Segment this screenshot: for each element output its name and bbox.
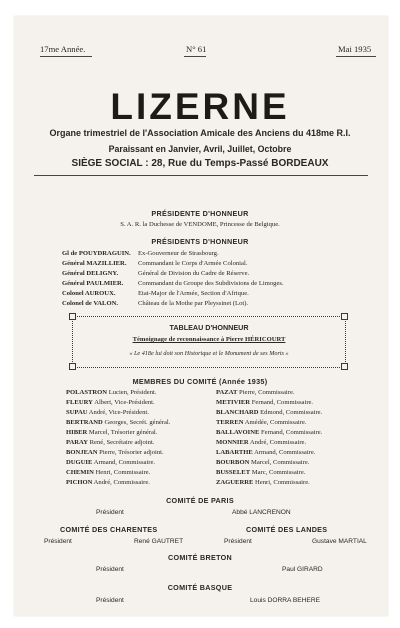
comite-member bbox=[216, 429, 322, 436]
member-role: Armand, Commissaire. bbox=[254, 449, 316, 456]
comite-landes-president-name: Gustave MARTIAL bbox=[312, 538, 367, 545]
underline-numero bbox=[184, 56, 206, 57]
comite-paris-heading: COMITÉ DE PARIS bbox=[166, 496, 234, 505]
siege-social bbox=[0, 158, 400, 169]
member-name: MONNIER bbox=[216, 439, 249, 446]
comite-member bbox=[216, 399, 313, 406]
tableau-quote: « Le 418e lui doit son Historique et le Monument de ses Morts » bbox=[129, 350, 289, 357]
member-name: BLANCHARD bbox=[216, 409, 259, 416]
member-role: Marcel, Commissaire. bbox=[251, 459, 310, 466]
member-role: Henri, Commissaire. bbox=[95, 469, 151, 476]
tableau-line: Témoignage de reconnaissance à Pierre HÉRICOURT bbox=[132, 336, 286, 343]
comite-member bbox=[66, 419, 170, 426]
header-divider bbox=[34, 175, 368, 176]
member-role: Amédée, Commissaire. bbox=[244, 419, 307, 426]
member-role: Fernand, Commissaire. bbox=[251, 399, 314, 406]
member-name: DUGUIE bbox=[66, 459, 93, 466]
underline-date bbox=[336, 56, 376, 57]
tableau-title: TABLEAU D'HONNEUR bbox=[169, 323, 249, 332]
comite-member bbox=[66, 449, 164, 456]
frame-corner bbox=[69, 363, 76, 370]
comite-member bbox=[66, 439, 154, 446]
member-role: Marcel, Trésorier général. bbox=[88, 429, 158, 436]
president-name: Général PAULMIER. bbox=[62, 280, 124, 287]
comite-member bbox=[66, 469, 150, 476]
underline-annee bbox=[40, 56, 92, 57]
comite-member bbox=[216, 409, 322, 416]
comite-member bbox=[66, 459, 155, 466]
member-name: POLASTRON bbox=[66, 389, 108, 396]
comite-basque-heading: COMITÉ BASQUE bbox=[167, 583, 233, 592]
member-name: BUSSELET bbox=[216, 469, 251, 476]
member-role: Pierre, Commissaire. bbox=[239, 389, 295, 396]
member-name: METIVIER bbox=[216, 399, 251, 406]
president-name: Gl de POUYDRAGUIN. bbox=[62, 250, 131, 257]
comite-basque-president-label: Président bbox=[96, 597, 124, 604]
member-role: Lucien, Président. bbox=[108, 389, 157, 396]
president-role: Commandant du Groupe des Subdivisions de Limoges. bbox=[138, 280, 284, 287]
tableau-honneur-frame bbox=[72, 316, 346, 368]
member-role: Henri, Commissaire. bbox=[255, 479, 310, 486]
comite-member bbox=[216, 479, 310, 486]
comite-breton-heading: COMITÉ BRETON bbox=[167, 553, 233, 562]
member-name: BERTRAND bbox=[66, 419, 103, 426]
comite-member bbox=[66, 389, 157, 396]
member-role: René, Secrétaire adjoint. bbox=[89, 439, 155, 446]
comite-paris-president-label: Président bbox=[96, 509, 124, 516]
parution-line: Paraissant en Janvier, Avril, Juillet, Octobre bbox=[108, 144, 292, 154]
president-name: Général DELIGNY. bbox=[62, 270, 119, 277]
comite-member bbox=[216, 419, 307, 426]
member-role: André, Vice-Président. bbox=[88, 409, 149, 416]
frame-corner bbox=[341, 363, 348, 370]
president-role: Château de la Mothe par Pleyssinet (Lot). bbox=[138, 300, 249, 307]
member-role: André, Commissaire. bbox=[249, 439, 307, 446]
comite-member bbox=[216, 459, 309, 466]
member-role: Albert, Vice-Président. bbox=[94, 399, 155, 406]
member-name: TERREN bbox=[216, 419, 244, 426]
member-role: André, Commissaire. bbox=[93, 479, 150, 486]
presidente-heading: PRÉSIDENTE D'HONNEUR bbox=[151, 209, 249, 218]
member-role: Edmond, Commissaire. bbox=[260, 409, 323, 416]
masthead-title: LIZERNE bbox=[110, 86, 290, 127]
comite-member bbox=[216, 469, 305, 476]
frame-corner bbox=[341, 313, 348, 320]
member-name: BOURBON bbox=[216, 459, 250, 466]
comite-member bbox=[216, 449, 315, 456]
comite-breton-president-name: Paul GIRARD bbox=[282, 566, 323, 573]
comite-landes-president-label: Président bbox=[224, 538, 252, 545]
siege-label: SIÈGE SOCIAL : bbox=[71, 158, 149, 169]
comite-basque-president-name: Louis DORRA BEHERE bbox=[250, 597, 320, 604]
comite-member bbox=[216, 389, 295, 396]
issue-date: Mai 1935 bbox=[338, 44, 372, 54]
member-role: Georges, Secrét. général. bbox=[104, 419, 171, 426]
presidente-text: S. A. R. la Duchesse de VENDOME, Princesse de Belgique. bbox=[120, 221, 280, 228]
member-name: BONJEAN bbox=[66, 449, 98, 456]
subtitle: Organe trimestriel de l'Association Amicale des Anciens du 418me R.I. bbox=[49, 128, 351, 138]
frame-corner bbox=[69, 313, 76, 320]
comite-charentes-president-label: Président bbox=[44, 538, 72, 545]
issue-number: N° 61 bbox=[186, 44, 207, 54]
president-name: Colonel AUROUX. bbox=[62, 290, 116, 297]
member-name: CHEMIN bbox=[66, 469, 94, 476]
annee-label: 17me Année. bbox=[40, 44, 86, 54]
comite-member bbox=[66, 479, 150, 486]
member-role: Pierre, Trésorier adjoint. bbox=[99, 449, 164, 456]
presidents-heading: PRÉSIDENTS D'HONNEUR bbox=[151, 237, 249, 246]
member-role: Marc, Commissaire. bbox=[251, 469, 306, 476]
member-name: BALLAVOINE bbox=[216, 429, 260, 436]
comite-member bbox=[66, 409, 149, 416]
member-name: ZAGUERRE bbox=[216, 479, 254, 486]
president-role: Ex-Gouverneur de Strasbourg. bbox=[138, 250, 219, 257]
siege-address: 28, Rue du Temps-Passé BORDEAUX bbox=[151, 158, 329, 169]
member-name: PICHON bbox=[66, 479, 93, 486]
comite-paris-president-name: Abbé LANCRENON bbox=[232, 509, 291, 516]
president-role: Etat-Major de l'Armée, Section d'Afrique. bbox=[138, 290, 249, 297]
member-name: PAZAT bbox=[216, 389, 238, 396]
comite-heading: MEMBRES DU COMITÉ (Année 1935) bbox=[132, 377, 268, 386]
comite-member bbox=[66, 429, 157, 436]
comite-charentes-president-name: René GAUTRET bbox=[134, 538, 184, 545]
member-role: Fernand, Commissaire. bbox=[261, 429, 323, 436]
member-name: SUPAU bbox=[66, 409, 88, 416]
comite-member bbox=[216, 439, 306, 446]
president-role: Général de Division du Cadre de Réserve. bbox=[138, 270, 250, 277]
member-role: Armand, Commissaire. bbox=[93, 459, 156, 466]
member-name: PARAY bbox=[66, 439, 88, 446]
comite-breton-president-label: Président bbox=[96, 566, 124, 573]
comite-landes-heading: COMITÉ DES LANDES bbox=[246, 525, 328, 534]
president-role: Commandant le Corps d'Armée Colonial. bbox=[138, 260, 248, 267]
president-name: Colonel de VALON. bbox=[62, 300, 118, 307]
president-name: Général MAZILLIER. bbox=[62, 260, 127, 267]
member-name: LABARTHE bbox=[216, 449, 253, 456]
comite-charentes-heading: COMITÉ DES CHARENTES bbox=[60, 525, 158, 534]
member-name: FLEURY bbox=[66, 399, 93, 406]
member-name: HIBER bbox=[66, 429, 88, 436]
comite-member bbox=[66, 399, 155, 406]
